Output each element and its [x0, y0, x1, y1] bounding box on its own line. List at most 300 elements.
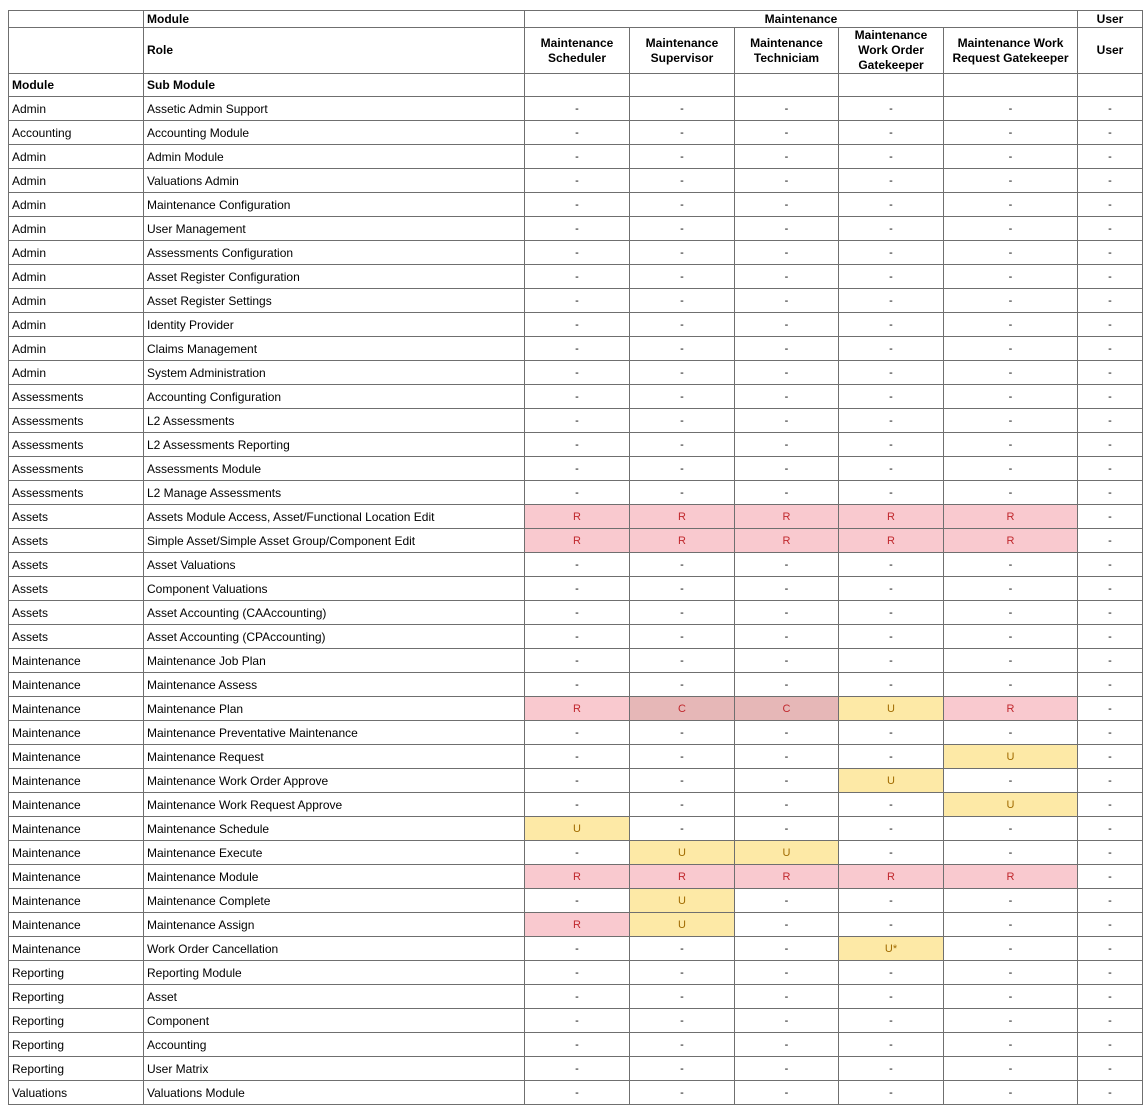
- permission-cell: R: [735, 865, 839, 889]
- permission-cell: -: [630, 601, 735, 625]
- permission-cell: R: [839, 529, 944, 553]
- permission-cell: -: [1078, 793, 1143, 817]
- permission-cell: -: [1078, 697, 1143, 721]
- permission-cell: -: [944, 361, 1078, 385]
- module-cell: Assets: [9, 577, 144, 601]
- permission-cell: -: [1078, 841, 1143, 865]
- table-row: [9, 481, 1143, 505]
- permission-cell: C: [630, 697, 735, 721]
- role-wr-gatekeeper-header: Maintenance Work Request Gatekeeper: [944, 28, 1078, 74]
- permission-cell: R: [944, 529, 1078, 553]
- permission-cell: -: [525, 193, 630, 217]
- permission-cell: -: [944, 1081, 1078, 1105]
- table-row: [9, 553, 1143, 577]
- permission-cell: -: [630, 721, 735, 745]
- empty-header-cell: [735, 74, 839, 97]
- permission-cell: -: [944, 721, 1078, 745]
- submodule-cell: Maintenance Module: [144, 865, 525, 889]
- permission-cell: -: [630, 961, 735, 985]
- table-row: [9, 841, 1143, 865]
- permission-cell: -: [944, 601, 1078, 625]
- permission-cell: -: [735, 937, 839, 961]
- permission-cell: -: [839, 1081, 944, 1105]
- module-cell: Maintenance: [9, 865, 144, 889]
- submodule-cell: Maintenance Complete: [144, 889, 525, 913]
- module-cell: Assessments: [9, 457, 144, 481]
- permission-cell: -: [1078, 1057, 1143, 1081]
- table-row: [9, 433, 1143, 457]
- role-technician-header: Maintenance Techniciam: [735, 28, 839, 74]
- permission-cell: U*: [839, 937, 944, 961]
- table-row: [9, 577, 1143, 601]
- permission-cell: -: [944, 457, 1078, 481]
- module-cell: Admin: [9, 265, 144, 289]
- permission-cell: -: [630, 241, 735, 265]
- permission-cell: -: [839, 793, 944, 817]
- permission-cell: -: [525, 97, 630, 121]
- permission-cell: -: [1078, 721, 1143, 745]
- permission-cell: -: [1078, 1033, 1143, 1057]
- permission-cell: -: [525, 169, 630, 193]
- module-cell: Maintenance: [9, 769, 144, 793]
- submodule-cell: Assessments Module: [144, 457, 525, 481]
- permission-cell: -: [735, 193, 839, 217]
- table-row: [9, 889, 1143, 913]
- table-row: [9, 961, 1143, 985]
- submodule-cell: Reporting Module: [144, 961, 525, 985]
- module-cell: Assessments: [9, 385, 144, 409]
- permission-cell: -: [839, 121, 944, 145]
- maintenance-group-header: Maintenance: [525, 11, 1078, 28]
- module-cell: Assets: [9, 601, 144, 625]
- permission-cell: -: [735, 337, 839, 361]
- permission-cell: U: [525, 817, 630, 841]
- permission-cell: -: [839, 385, 944, 409]
- permission-cell: -: [630, 313, 735, 337]
- submodule-cell: Assetic Admin Support: [144, 97, 525, 121]
- permission-cell: R: [525, 865, 630, 889]
- table-row: [9, 529, 1143, 553]
- table-row: [9, 745, 1143, 769]
- table-row: [9, 1009, 1143, 1033]
- permission-cell: -: [944, 961, 1078, 985]
- permission-cell: R: [944, 865, 1078, 889]
- module-cell: Accounting: [9, 121, 144, 145]
- permission-cell: -: [944, 625, 1078, 649]
- permission-cell: -: [944, 289, 1078, 313]
- permission-cell: -: [1078, 313, 1143, 337]
- permission-cell: -: [839, 913, 944, 937]
- module-cell: Maintenance: [9, 649, 144, 673]
- table-row: [9, 1057, 1143, 1081]
- permission-cell: -: [1078, 193, 1143, 217]
- permission-cell: -: [839, 409, 944, 433]
- permission-cell: -: [1078, 577, 1143, 601]
- table-row: [9, 313, 1143, 337]
- submodule-cell: User Management: [144, 217, 525, 241]
- permission-cell: -: [630, 1081, 735, 1105]
- permission-cell: -: [944, 985, 1078, 1009]
- permission-cell: -: [839, 961, 944, 985]
- permission-cell: -: [525, 961, 630, 985]
- permission-cell: R: [525, 697, 630, 721]
- permission-cell: -: [1078, 481, 1143, 505]
- table-row: [9, 121, 1143, 145]
- permission-cell: -: [630, 577, 735, 601]
- submodule-cell: Maintenance Schedule: [144, 817, 525, 841]
- permission-cell: -: [944, 145, 1078, 169]
- permission-cell: -: [525, 409, 630, 433]
- permission-cell: -: [525, 481, 630, 505]
- submodule-cell: Maintenance Execute: [144, 841, 525, 865]
- permission-cell: -: [735, 241, 839, 265]
- module-cell: Maintenance: [9, 793, 144, 817]
- empty-header-cell: [525, 74, 630, 97]
- permission-cell: -: [944, 841, 1078, 865]
- permission-cell: -: [839, 601, 944, 625]
- module-cell: Assets: [9, 553, 144, 577]
- permission-cell: -: [839, 289, 944, 313]
- table-row: [9, 721, 1143, 745]
- permission-cell: -: [944, 769, 1078, 793]
- module-cell: Maintenance: [9, 673, 144, 697]
- permission-cell: -: [735, 409, 839, 433]
- permission-cell: -: [735, 1009, 839, 1033]
- module-cell: Admin: [9, 217, 144, 241]
- permission-cell: -: [630, 793, 735, 817]
- module-cell: Valuations: [9, 1081, 144, 1105]
- permission-cell: -: [1078, 265, 1143, 289]
- table-row: [9, 457, 1143, 481]
- permission-cell: -: [839, 1033, 944, 1057]
- permission-cell: -: [944, 169, 1078, 193]
- permission-cell: -: [1078, 649, 1143, 673]
- submodule-cell: Asset: [144, 985, 525, 1009]
- permission-cell: -: [944, 1057, 1078, 1081]
- permission-cell: -: [1078, 601, 1143, 625]
- permission-cell: -: [1078, 241, 1143, 265]
- permission-cell: -: [525, 601, 630, 625]
- permission-cell: -: [1078, 961, 1143, 985]
- role-wo-gatekeeper-header: Maintenance Work Order Gatekeeper: [839, 28, 944, 74]
- permission-cell: -: [735, 601, 839, 625]
- permission-cell: -: [1078, 625, 1143, 649]
- permission-cell: -: [735, 313, 839, 337]
- permission-cell: -: [630, 553, 735, 577]
- permission-cell: -: [944, 193, 1078, 217]
- permission-cell: -: [1078, 865, 1143, 889]
- permission-cell: -: [630, 985, 735, 1009]
- permission-cell: -: [630, 265, 735, 289]
- permission-cell: -: [630, 433, 735, 457]
- table-row: [9, 193, 1143, 217]
- permission-cell: -: [525, 289, 630, 313]
- submodule-cell: Maintenance Assess: [144, 673, 525, 697]
- permission-cell: -: [944, 217, 1078, 241]
- table-row: [9, 337, 1143, 361]
- table-row: [9, 1033, 1143, 1057]
- submodule-cell: Component: [144, 1009, 525, 1033]
- role-supervisor-header: Maintenance Supervisor: [630, 28, 735, 74]
- submodule-cell: Asset Register Configuration: [144, 265, 525, 289]
- permission-cell: -: [525, 841, 630, 865]
- permission-cell: -: [630, 769, 735, 793]
- permission-cell: -: [735, 433, 839, 457]
- module-column-header: Module: [9, 74, 144, 97]
- table-row: [9, 913, 1143, 937]
- table-row: [9, 793, 1143, 817]
- table-row: [9, 265, 1143, 289]
- module-cell: Reporting: [9, 961, 144, 985]
- permission-cell: -: [735, 1081, 839, 1105]
- permission-cell: -: [735, 481, 839, 505]
- submodule-cell: Simple Asset/Simple Asset Group/Component Edit: [144, 529, 525, 553]
- permission-cell: -: [630, 217, 735, 241]
- permission-cell: -: [1078, 121, 1143, 145]
- table-row: [9, 817, 1143, 841]
- permission-cell: -: [525, 985, 630, 1009]
- permission-cell: U: [944, 745, 1078, 769]
- permission-cell: -: [525, 793, 630, 817]
- module-cell: Admin: [9, 145, 144, 169]
- permission-cell: -: [944, 913, 1078, 937]
- permission-cell: U: [630, 889, 735, 913]
- permission-cell: -: [630, 673, 735, 697]
- permission-cell: -: [525, 1081, 630, 1105]
- submodule-cell: Maintenance Request: [144, 745, 525, 769]
- permission-cell: -: [630, 745, 735, 769]
- permission-cell: -: [525, 337, 630, 361]
- module-cell: Assessments: [9, 433, 144, 457]
- module-cell: Maintenance: [9, 817, 144, 841]
- permission-cell: -: [944, 1033, 1078, 1057]
- permission-cell: -: [735, 97, 839, 121]
- permission-cell: -: [735, 385, 839, 409]
- permission-cell: C: [735, 697, 839, 721]
- table-row: [9, 649, 1143, 673]
- permission-cell: R: [525, 505, 630, 529]
- permission-cell: -: [839, 217, 944, 241]
- permission-cell: -: [525, 457, 630, 481]
- submodule-cell: L2 Manage Assessments: [144, 481, 525, 505]
- permission-cell: -: [525, 625, 630, 649]
- permission-cell: -: [525, 577, 630, 601]
- permission-cell: -: [944, 241, 1078, 265]
- permission-cell: -: [630, 481, 735, 505]
- permission-cell: U: [839, 769, 944, 793]
- permission-cell: -: [944, 97, 1078, 121]
- permission-cell: R: [630, 865, 735, 889]
- module-cell: Assets: [9, 625, 144, 649]
- module-cell: Maintenance: [9, 721, 144, 745]
- permission-cell: -: [735, 289, 839, 313]
- permission-cell: -: [839, 553, 944, 577]
- permission-cell: -: [735, 985, 839, 1009]
- permission-cell: -: [839, 889, 944, 913]
- permission-cell: -: [630, 1033, 735, 1057]
- permission-cell: -: [839, 193, 944, 217]
- module-cell: Maintenance: [9, 913, 144, 937]
- table-row: [9, 937, 1143, 961]
- permission-cell: -: [525, 1009, 630, 1033]
- empty-header-cell: [944, 74, 1078, 97]
- permission-cell: -: [630, 409, 735, 433]
- submodule-cell: Asset Accounting (CAAccounting): [144, 601, 525, 625]
- permission-cell: R: [735, 529, 839, 553]
- table-row: [9, 289, 1143, 313]
- permission-cell: -: [1078, 97, 1143, 121]
- permission-cell: -: [735, 145, 839, 169]
- module-cell: Assessments: [9, 409, 144, 433]
- module-cell: Assessments: [9, 481, 144, 505]
- user-group-header: User: [1078, 11, 1143, 28]
- permission-cell: -: [630, 97, 735, 121]
- permission-cell: -: [525, 769, 630, 793]
- permission-cell: -: [630, 121, 735, 145]
- permission-cell: -: [735, 265, 839, 289]
- table-row: [9, 673, 1143, 697]
- table-row: [9, 385, 1143, 409]
- permission-cell: -: [839, 361, 944, 385]
- permission-cell: -: [1078, 769, 1143, 793]
- permission-cell: -: [735, 169, 839, 193]
- permission-cell: U: [630, 841, 735, 865]
- role-user-header: User: [1078, 28, 1143, 74]
- permission-cell: -: [944, 265, 1078, 289]
- module-cell: Admin: [9, 97, 144, 121]
- permission-cell: -: [630, 337, 735, 361]
- table-row: [9, 169, 1143, 193]
- permission-cell: -: [944, 481, 1078, 505]
- permission-cell: -: [839, 457, 944, 481]
- permission-cell: -: [735, 793, 839, 817]
- module-cell: Maintenance: [9, 697, 144, 721]
- permission-cell: -: [735, 217, 839, 241]
- permission-cell: -: [944, 121, 1078, 145]
- permission-cell: -: [839, 721, 944, 745]
- submodule-column-header: Sub Module: [144, 74, 525, 97]
- table-row: [9, 97, 1143, 121]
- submodule-cell: Valuations Admin: [144, 169, 525, 193]
- module-cell: Reporting: [9, 1057, 144, 1081]
- submodule-cell: Asset Accounting (CPAccounting): [144, 625, 525, 649]
- submodule-cell: Admin Module: [144, 145, 525, 169]
- permission-cell: -: [525, 241, 630, 265]
- submodule-cell: Asset Register Settings: [144, 289, 525, 313]
- permission-cell: -: [944, 937, 1078, 961]
- permission-cell: R: [525, 529, 630, 553]
- permission-cell: -: [1078, 673, 1143, 697]
- permission-cell: -: [839, 481, 944, 505]
- permission-cell: -: [630, 1057, 735, 1081]
- submodule-cell: Maintenance Work Request Approve: [144, 793, 525, 817]
- permission-cell: -: [735, 1033, 839, 1057]
- submodule-cell: System Administration: [144, 361, 525, 385]
- permission-cell: -: [1078, 457, 1143, 481]
- permission-cell: -: [525, 385, 630, 409]
- module-cell: Maintenance: [9, 745, 144, 769]
- permission-cell: R: [630, 529, 735, 553]
- permission-cell: -: [525, 745, 630, 769]
- submodule-cell: Maintenance Assign: [144, 913, 525, 937]
- table-row: [9, 1081, 1143, 1105]
- permission-cell: -: [944, 889, 1078, 913]
- module-cell: Admin: [9, 193, 144, 217]
- permission-cell: -: [944, 385, 1078, 409]
- permission-cell: -: [525, 313, 630, 337]
- permission-cell: -: [630, 1009, 735, 1033]
- submodule-cell: Maintenance Plan: [144, 697, 525, 721]
- permission-cell: -: [525, 217, 630, 241]
- permission-cell: -: [525, 721, 630, 745]
- module-cell: Maintenance: [9, 937, 144, 961]
- submodule-cell: Accounting Module: [144, 121, 525, 145]
- permission-cell: -: [735, 721, 839, 745]
- permission-cell: -: [525, 265, 630, 289]
- module-cell: Admin: [9, 169, 144, 193]
- module-cell: Admin: [9, 361, 144, 385]
- permission-cell: -: [944, 409, 1078, 433]
- permission-cell: R: [630, 505, 735, 529]
- submodule-cell: Accounting Configuration: [144, 385, 525, 409]
- module-cell: Admin: [9, 289, 144, 313]
- permission-cell: -: [839, 841, 944, 865]
- permission-cell: -: [944, 313, 1078, 337]
- submodule-cell: Accounting: [144, 1033, 525, 1057]
- permission-cell: -: [630, 625, 735, 649]
- permission-cell: -: [630, 169, 735, 193]
- permission-cell: -: [735, 577, 839, 601]
- module-cell: Maintenance: [9, 841, 144, 865]
- permission-cell: -: [525, 361, 630, 385]
- permission-cell: -: [735, 745, 839, 769]
- empty-header-cell: [1078, 74, 1143, 97]
- submodule-cell: Claims Management: [144, 337, 525, 361]
- empty-header-cell: [630, 74, 735, 97]
- submodule-cell: Assessments Configuration: [144, 241, 525, 265]
- permission-cell: -: [735, 553, 839, 577]
- permission-cell: -: [944, 1009, 1078, 1033]
- permission-cell: -: [1078, 913, 1143, 937]
- table-row: [9, 217, 1143, 241]
- permission-cell: -: [1078, 169, 1143, 193]
- permission-cell: -: [525, 1033, 630, 1057]
- corner-cell: [9, 11, 144, 28]
- permission-cell: -: [630, 289, 735, 313]
- permission-cell: U: [944, 793, 1078, 817]
- table-row: [9, 361, 1143, 385]
- submodule-cell: Maintenance Job Plan: [144, 649, 525, 673]
- permission-cell: -: [735, 673, 839, 697]
- permission-cell: -: [630, 937, 735, 961]
- permission-cell: -: [735, 649, 839, 673]
- permission-cell: -: [630, 361, 735, 385]
- permission-cell: -: [1078, 217, 1143, 241]
- permission-cell: -: [839, 745, 944, 769]
- table-row: [9, 985, 1143, 1009]
- permission-cell: -: [1078, 553, 1143, 577]
- permission-cell: -: [1078, 817, 1143, 841]
- permission-cell: R: [735, 505, 839, 529]
- permission-cell: -: [1078, 289, 1143, 313]
- permission-cell: -: [735, 625, 839, 649]
- table-row: [9, 865, 1143, 889]
- permission-cell: -: [525, 121, 630, 145]
- module-cell: Assets: [9, 505, 144, 529]
- permission-cell: -: [735, 361, 839, 385]
- module-cell: Admin: [9, 241, 144, 265]
- permission-cell: U: [735, 841, 839, 865]
